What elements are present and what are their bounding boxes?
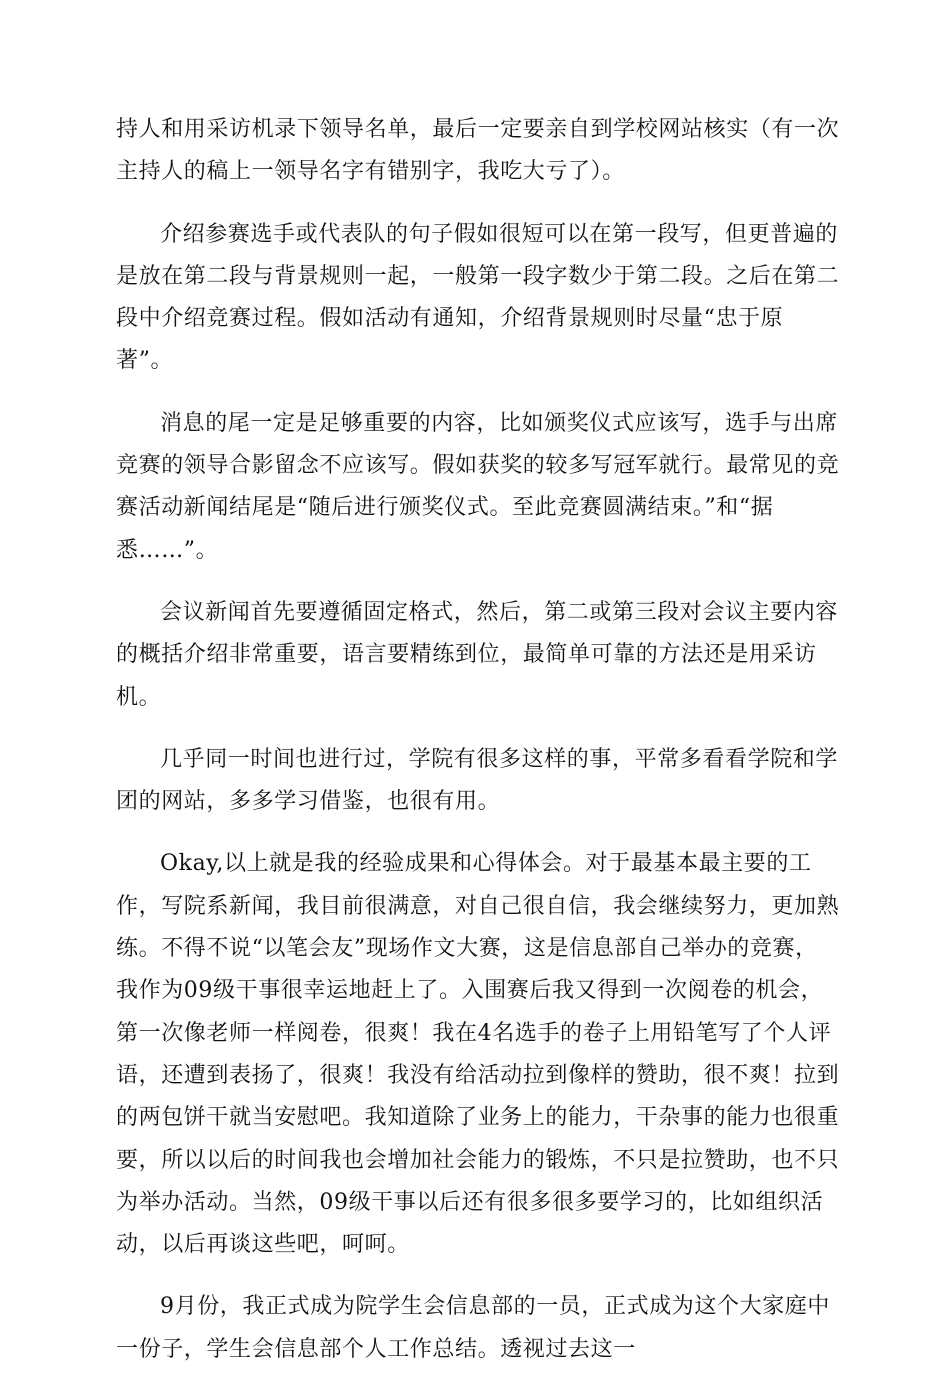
paragraph-line: 机。 bbox=[116, 684, 162, 710]
paragraph-line: 悉……”。 bbox=[116, 537, 219, 563]
paragraph-2 bbox=[116, 214, 840, 383]
paragraph-line: 一份子，学生会信息部个人工作总结。透视过去这一 bbox=[116, 1336, 636, 1362]
paragraph-line: 是放在第二段与背景规则一起，一般第一段字数少于第二段。之后在第二 bbox=[116, 263, 840, 289]
paragraph-6 bbox=[116, 843, 840, 1266]
paragraph-line: 消息的尾一定是足够重要的内容，比如颁奖仪式应该写，选手与出席 bbox=[160, 410, 839, 436]
paragraph-line: 著”。 bbox=[116, 348, 174, 374]
paragraph-line: 第一次像老师一样阅卷，很爽！我在4名选手的卷子上用铅笔写了个人评 bbox=[116, 1020, 832, 1046]
paragraph-line: 赛活动新闻结尾是“随后进行颁奖仪式。至此竞赛圆满结束。”和“据 bbox=[116, 495, 774, 521]
paragraph-line: 竞赛的领导合影留念不应该写。假如获奖的较多写冠军就行。最常见的竞 bbox=[116, 453, 840, 479]
paragraph-line: 持人和用采访机录下领导名单，最后一定要亲自到学校网站核实（有一次 bbox=[116, 117, 840, 142]
paragraph-line: 段中介绍竞赛过程。假如活动有通知，介绍背景规则时尽量“忠于原 bbox=[116, 306, 784, 332]
paragraph-line: 团的网站，多多学习借鉴，也很有用。 bbox=[116, 789, 501, 815]
paragraph-line: 练。不得不说“以笔会友”现场作文大赛，这是信息部自己举办的竞赛， bbox=[116, 936, 818, 962]
paragraph-1 bbox=[116, 109, 840, 194]
paragraph-line: 介绍参赛选手或代表队的句子假如很短可以在第一段写，但更普遍的 bbox=[160, 221, 839, 247]
paragraph-5 bbox=[116, 739, 839, 824]
paragraph-line: 为举办活动。当然，09级干事以后还有很多很多要学习的，比如组织活 bbox=[116, 1189, 824, 1215]
paragraph-line: 动，以后再谈这些吧，呵呵。 bbox=[116, 1232, 410, 1258]
paragraph-7 bbox=[116, 1286, 836, 1371]
paragraph-line: 主持人的稿上一领导名字有错别字，我吃大亏了）。 bbox=[116, 159, 625, 185]
paragraph-line: 的概括介绍非常重要，语言要精练到位，最简单可靠的方法还是用采访 bbox=[116, 642, 817, 668]
paragraph-3 bbox=[116, 403, 840, 572]
paragraph-line: 语，还遭到表扬了，很爽！我没有给活动拉到像样的赞助，很不爽！拉到 bbox=[116, 1062, 840, 1088]
paragraph-line: 会议新闻首先要遵循固定格式，然后，第二或第三段对会议主要内容 bbox=[160, 599, 839, 625]
paragraph-line: 的两包饼干就当安慰吧。我知道除了业务上的能力，干杂事的能力也很重 bbox=[116, 1105, 840, 1131]
document-body bbox=[116, 109, 840, 1391]
paragraph-line: 作，写院系新闻，我目前很满意，对自己很自信，我会继续努力，更加熟 bbox=[116, 893, 840, 919]
paragraph-line: Okay,以上就是我的经验成果和心得体会。对于最基本最主要的工 bbox=[160, 851, 812, 877]
paragraph-4 bbox=[116, 592, 839, 719]
paragraph-line: 9月份，我正式成为院学生会信息部的一员，正式成为这个大家庭中 bbox=[160, 1294, 830, 1320]
paragraph-line: 我作为09级干事很幸运地赶上了。入围赛后我又得到一次阅卷的机会， bbox=[116, 978, 824, 1004]
paragraph-line: 要，所以以后的时间我也会增加社会能力的锻炼，不只是拉赞助，也不只 bbox=[116, 1147, 840, 1173]
paragraph-line: 几乎同一时间也进行过，学院有很多这样的事，平常多看看学院和学 bbox=[160, 746, 839, 772]
